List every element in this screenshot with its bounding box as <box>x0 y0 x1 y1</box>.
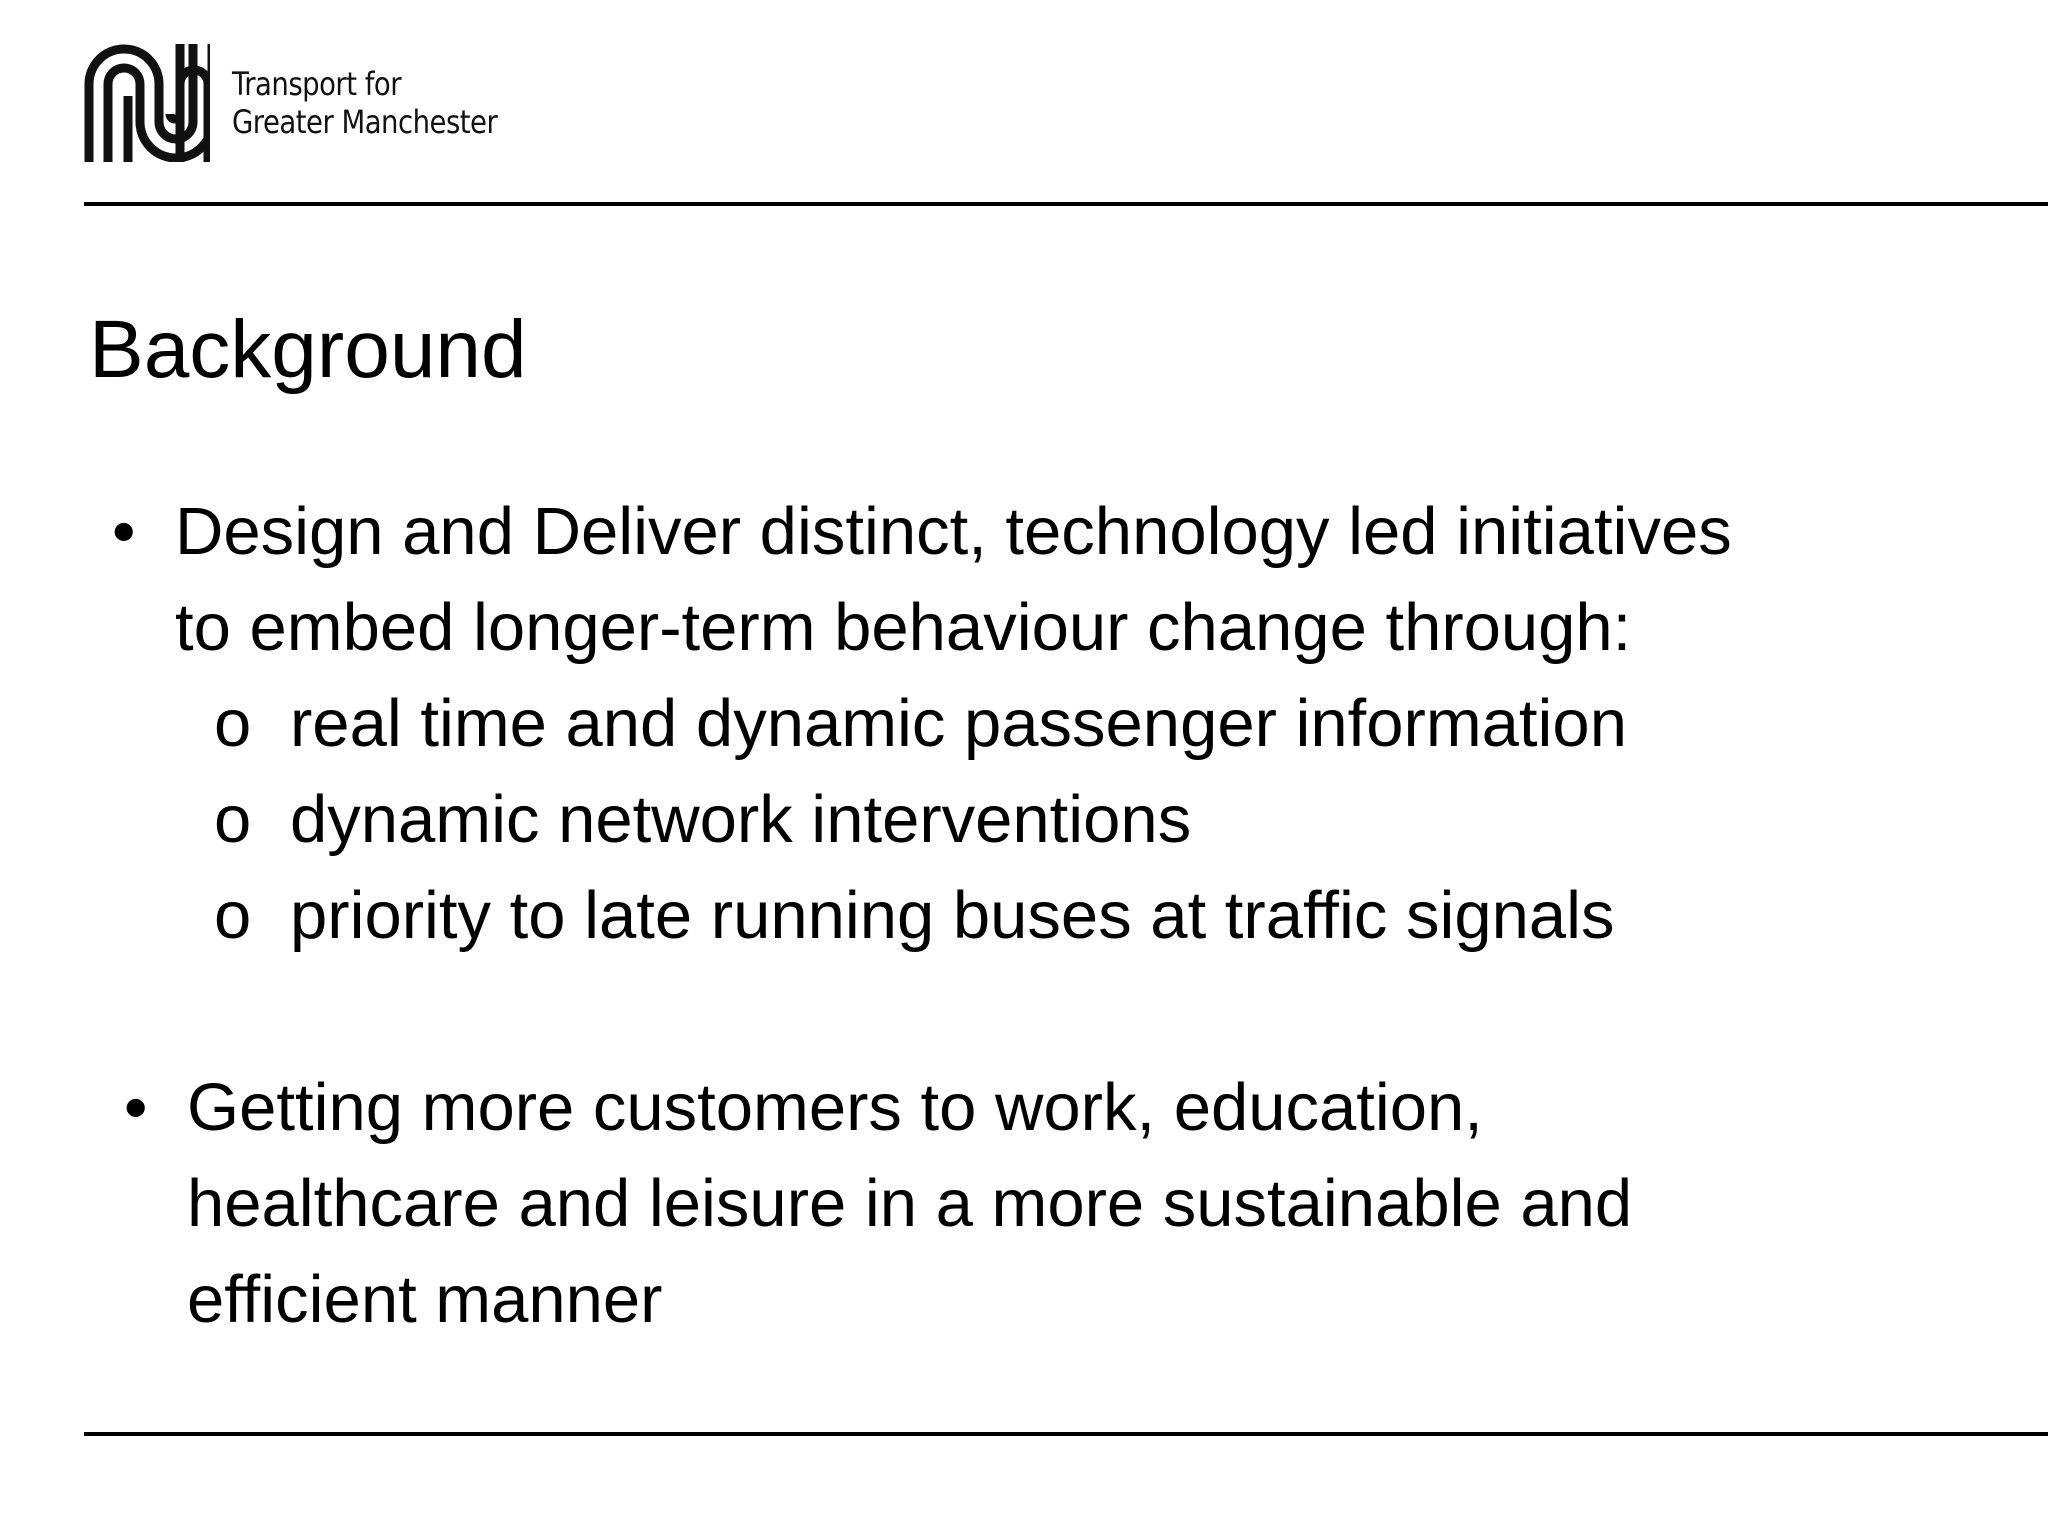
bullet-text-line: healthcare and leisure in a more sustainable and <box>187 1166 1633 1241</box>
sub-bullet-list <box>214 676 1627 964</box>
circle-bullet-icon: o <box>214 686 252 761</box>
circle-bullet-icon: o <box>214 878 252 953</box>
bullet-text-line: Design and Deliver distinct, technology led initiatives <box>175 494 1732 569</box>
circle-bullet-icon: o <box>214 782 252 857</box>
sub-bullet-text: real time and dynamic passenger information <box>290 686 1627 761</box>
sub-bullet-item <box>214 868 1627 964</box>
sub-bullet-text: priority to late running buses at traffic signals <box>290 878 1615 953</box>
logo-line-1: Transport for <box>232 65 402 103</box>
bullet-text-line: Getting more customers to work, education, <box>187 1070 1483 1145</box>
bullet-text-line: to embed longer-term behaviour change through: <box>175 590 1632 665</box>
sub-bullet-item <box>214 676 1627 772</box>
bullet-item <box>112 484 1732 676</box>
tfgm-logo <box>84 44 540 162</box>
slide-title: Background <box>89 304 527 395</box>
tfgm-m-icon <box>84 44 210 162</box>
top-divider <box>84 202 2048 206</box>
bullet-item <box>124 1060 1633 1348</box>
sub-bullet-item <box>214 772 1627 868</box>
bottom-divider <box>84 1432 2048 1436</box>
bullet-text-line: efficient manner <box>187 1262 663 1337</box>
logo-line-2: Greater Manchester <box>232 103 498 141</box>
bullet-icon: • <box>124 1070 148 1145</box>
bullet-icon: • <box>112 494 136 569</box>
sub-bullet-text: dynamic network interventions <box>290 782 1192 857</box>
logo-wordmark <box>232 65 497 141</box>
